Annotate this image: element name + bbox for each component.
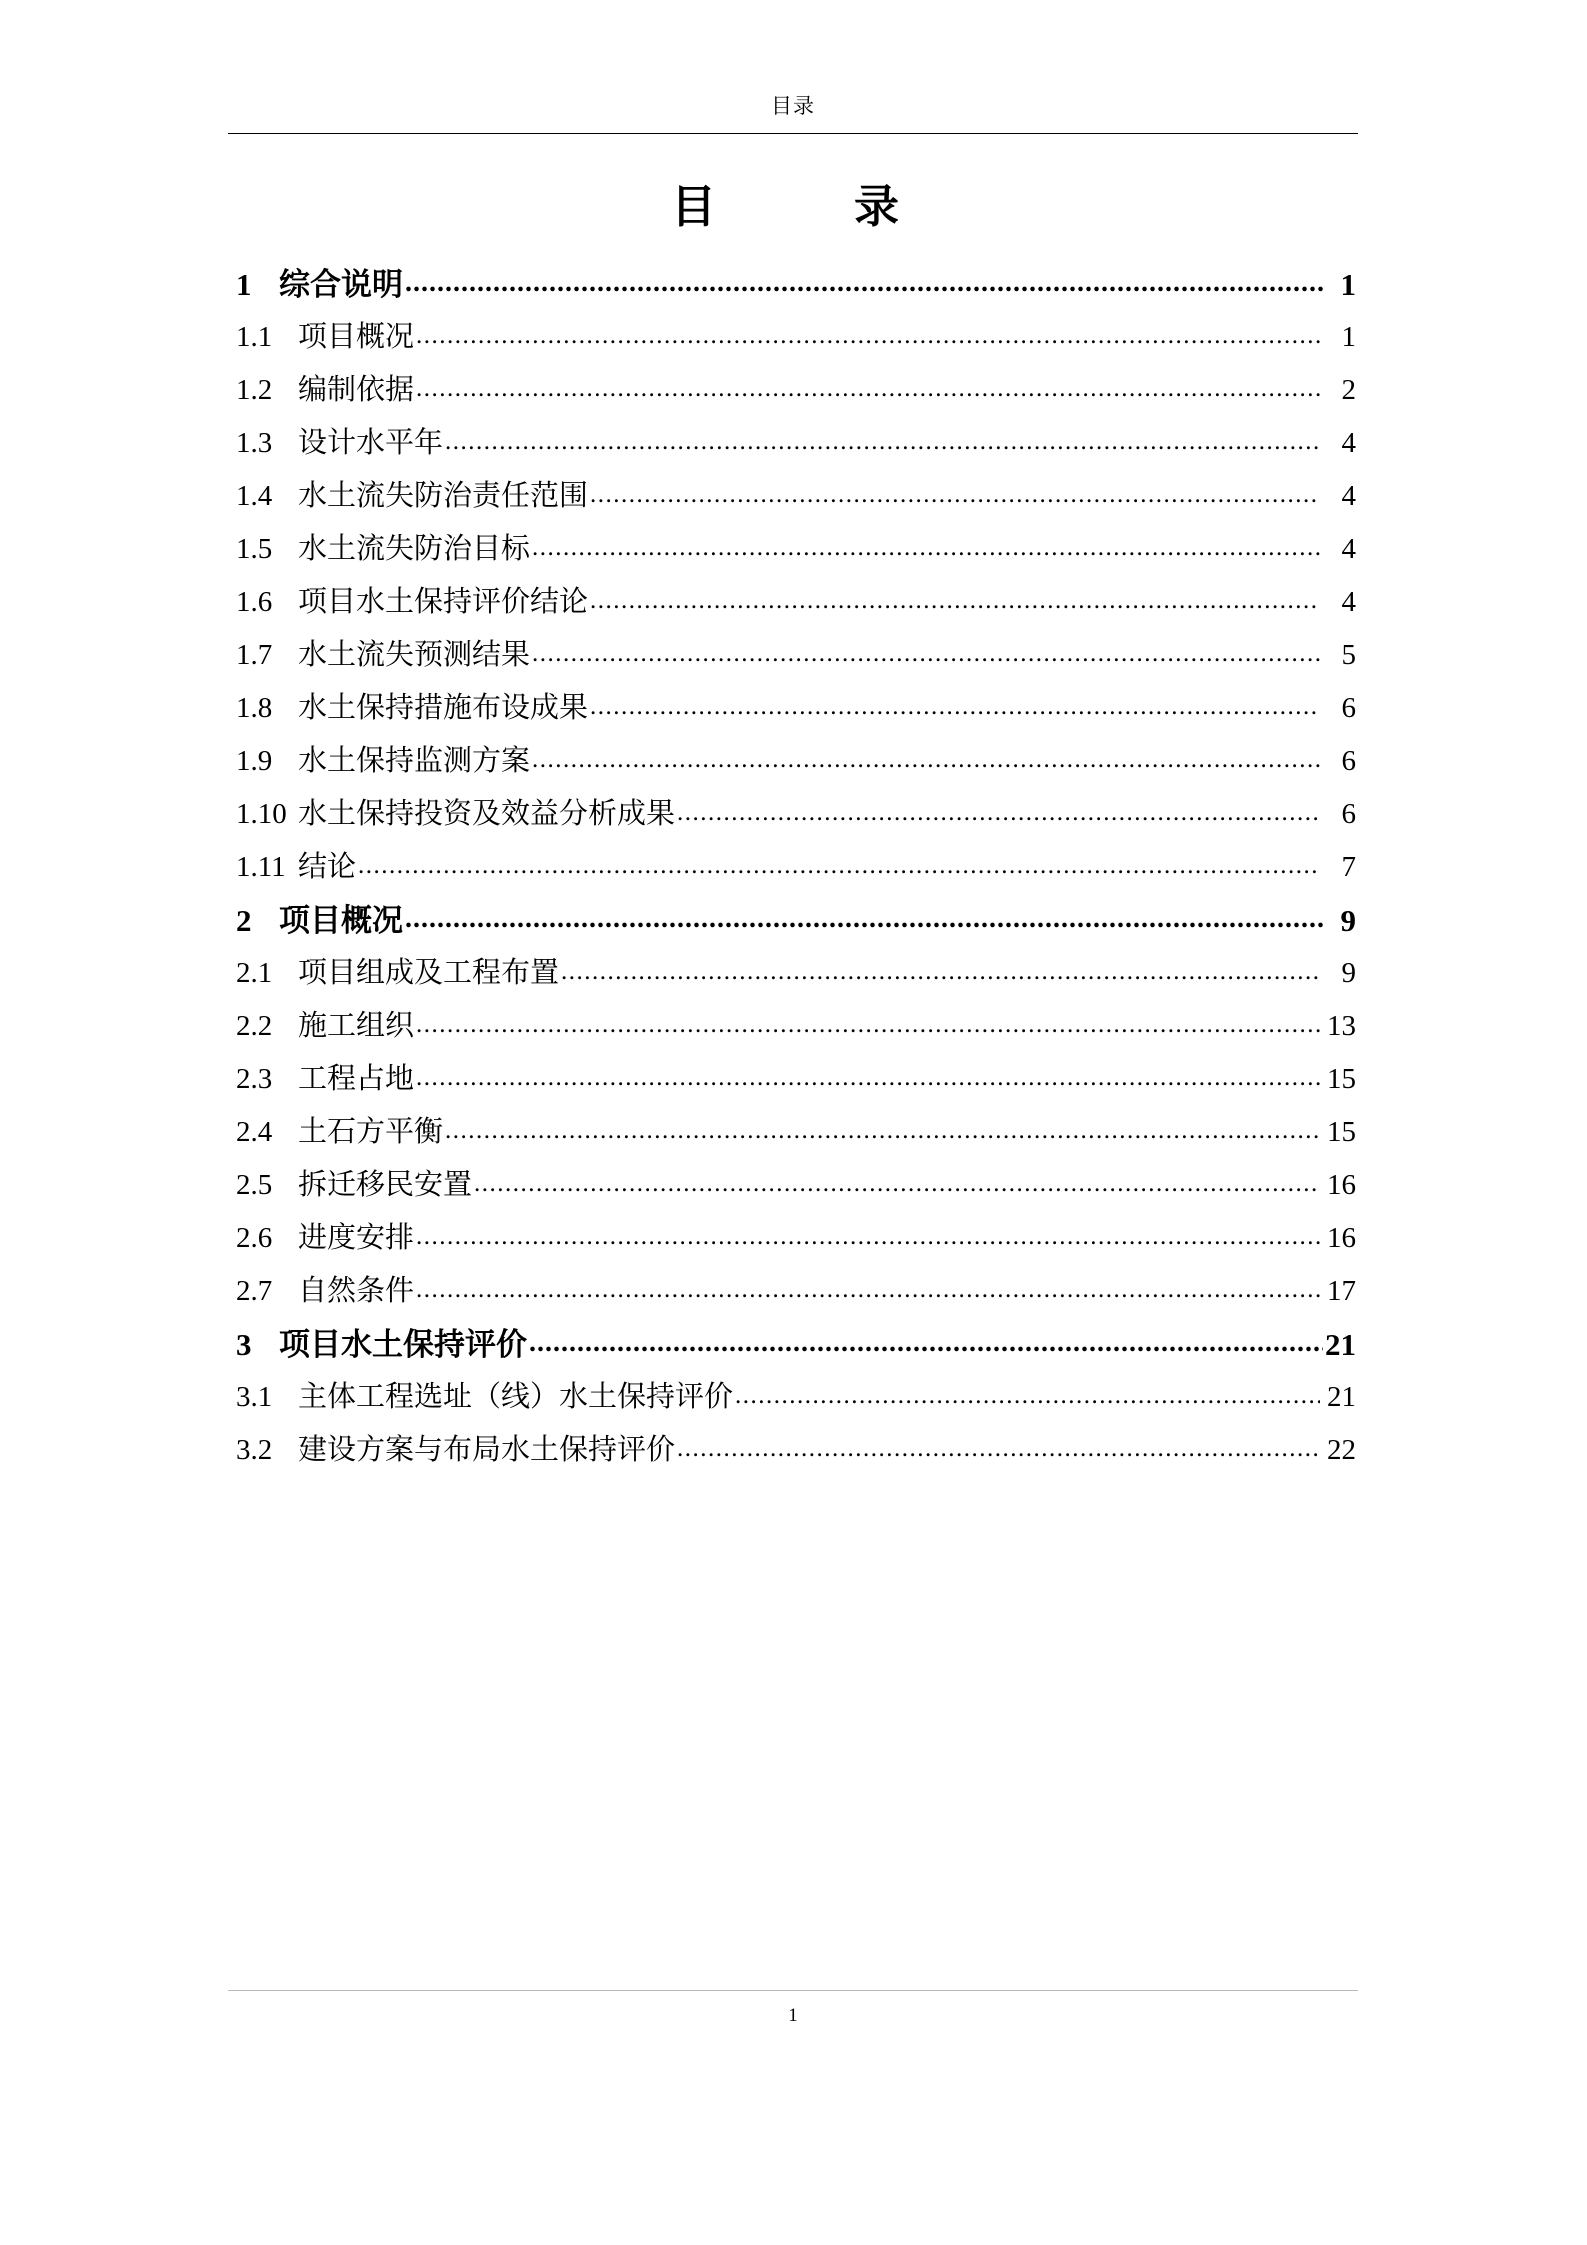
toc-entry-page: 21 xyxy=(1325,1327,1356,1362)
toc-entry[interactable] xyxy=(236,364,1356,417)
toc-entry[interactable] xyxy=(236,947,1356,1000)
toc-entry[interactable] xyxy=(236,523,1356,576)
toc-entry[interactable] xyxy=(236,1159,1356,1212)
toc-leader-dots xyxy=(416,361,1320,415)
page-footer xyxy=(228,1990,1358,2027)
toc-entry-number: 3.1 xyxy=(236,1381,273,1413)
toc-entry-number: 2.3 xyxy=(236,1063,273,1095)
toc-entry-label: 综合说明 xyxy=(279,267,403,302)
toc-entry-label: 进度安排 xyxy=(298,1222,415,1254)
toc-leader-dots xyxy=(416,1209,1320,1263)
running-head: 目录 xyxy=(771,94,815,118)
toc-entry-page: 16 xyxy=(1327,1222,1356,1254)
toc-leader-dots xyxy=(561,944,1320,998)
toc-entry-page: 4 xyxy=(1341,586,1356,618)
toc-entry-number: 2 xyxy=(236,903,252,938)
page-title: 目 录 xyxy=(670,182,915,232)
toc-entry-label: 土石方平衡 xyxy=(298,1116,444,1148)
toc-entry-page: 9 xyxy=(1340,903,1356,938)
page-header xyxy=(228,90,1358,134)
toc-entry[interactable] xyxy=(236,788,1356,841)
toc-entry[interactable] xyxy=(236,1106,1356,1159)
toc-entry-number: 1.1 xyxy=(236,321,273,353)
toc-entry-label: 水土流失防治责任范围 xyxy=(298,480,589,512)
toc-leader-dots xyxy=(590,679,1320,733)
toc-entry-page: 2 xyxy=(1341,374,1356,406)
toc-leader-dots xyxy=(358,838,1320,892)
toc-entry-label: 施工组织 xyxy=(298,1010,415,1042)
toc-entry[interactable] xyxy=(236,1053,1356,1106)
toc-leader-dots xyxy=(445,414,1320,468)
toc-entry-number: 1.9 xyxy=(236,745,273,777)
toc-leader-dots xyxy=(677,785,1320,839)
footer-page-number: 1 xyxy=(788,2005,798,2026)
toc-leader-dots xyxy=(590,467,1320,521)
toc-leader-dots xyxy=(416,1050,1320,1104)
toc-entry-number: 1.10 xyxy=(236,798,287,830)
toc-entry[interactable] xyxy=(236,894,1356,947)
table-of-contents xyxy=(236,258,1356,1477)
toc-leader-dots xyxy=(416,997,1320,1051)
toc-entry-page: 6 xyxy=(1341,798,1356,830)
toc-entry-label: 水土流失预测结果 xyxy=(298,639,531,671)
toc-entry-label: 项目水土保持评价结论 xyxy=(298,586,589,618)
toc-entry-page: 7 xyxy=(1341,851,1356,883)
toc-entry-number: 2.2 xyxy=(236,1010,273,1042)
header-divider xyxy=(228,133,1358,134)
toc-entry-label: 水土流失防治目标 xyxy=(298,533,531,565)
toc-entry-page: 6 xyxy=(1341,745,1356,777)
toc-entry-page: 4 xyxy=(1341,427,1356,459)
toc-leader-dots xyxy=(474,1156,1320,1210)
toc-entry-page: 17 xyxy=(1327,1275,1356,1307)
toc-entry-number: 1.11 xyxy=(236,851,286,883)
toc-leader-dots xyxy=(532,626,1320,680)
toc-entry-label: 拆迁移民安置 xyxy=(298,1169,473,1201)
toc-entry-page: 4 xyxy=(1341,480,1356,512)
toc-entry-number: 2.1 xyxy=(236,957,273,989)
toc-entry-number: 1.2 xyxy=(236,374,273,406)
toc-entry-number: 2.4 xyxy=(236,1116,273,1148)
toc-entry[interactable] xyxy=(236,417,1356,470)
toc-entry-number: 2.6 xyxy=(236,1222,273,1254)
toc-entry[interactable] xyxy=(236,1265,1356,1318)
toc-entry-page: 1 xyxy=(1340,267,1356,302)
toc-entry-label: 项目概况 xyxy=(298,321,415,353)
toc-entry-page: 21 xyxy=(1327,1381,1356,1413)
toc-leader-dots xyxy=(529,1314,1323,1369)
toc-entry[interactable] xyxy=(236,258,1356,311)
toc-entry-label: 水土保持投资及效益分析成果 xyxy=(298,798,676,830)
toc-leader-dots xyxy=(416,1262,1320,1316)
toc-entry-page: 6 xyxy=(1341,692,1356,724)
toc-entry-page: 13 xyxy=(1327,1010,1356,1042)
toc-leader-dots xyxy=(590,573,1320,627)
toc-entry-label: 工程占地 xyxy=(298,1063,415,1095)
toc-entry-number: 1.4 xyxy=(236,480,273,512)
toc-entry-page: 16 xyxy=(1327,1169,1356,1201)
toc-entry[interactable] xyxy=(236,576,1356,629)
toc-entry[interactable] xyxy=(236,682,1356,735)
toc-entry-number: 2.5 xyxy=(236,1169,273,1201)
toc-entry-label: 水土保持措施布设成果 xyxy=(298,692,589,724)
toc-entry-number: 1.7 xyxy=(236,639,273,671)
toc-leader-dots xyxy=(532,732,1320,786)
toc-entry[interactable] xyxy=(236,841,1356,894)
toc-entry-page: 4 xyxy=(1341,533,1356,565)
toc-entry-number: 1.5 xyxy=(236,533,273,565)
toc-entry-label: 项目概况 xyxy=(279,903,403,938)
toc-entry-label: 自然条件 xyxy=(298,1275,415,1307)
toc-entry[interactable] xyxy=(236,1318,1356,1371)
toc-entry[interactable] xyxy=(236,1212,1356,1265)
toc-entry-page: 9 xyxy=(1341,957,1356,989)
toc-entry-number: 1.6 xyxy=(236,586,273,618)
toc-leader-dots xyxy=(677,1421,1320,1475)
toc-leader-dots xyxy=(405,254,1324,309)
toc-entry[interactable] xyxy=(236,735,1356,788)
toc-entry-label: 主体工程选址（线）水土保持评价 xyxy=(298,1381,734,1413)
toc-leader-dots xyxy=(405,890,1324,945)
toc-leader-dots xyxy=(532,520,1320,574)
toc-leader-dots xyxy=(445,1103,1320,1157)
toc-entry-label: 项目水土保持评价 xyxy=(279,1327,527,1362)
toc-entry-label: 建设方案与布局水土保持评价 xyxy=(298,1434,676,1466)
toc-entry-page: 15 xyxy=(1327,1063,1356,1095)
toc-entry-label: 结论 xyxy=(298,851,357,883)
toc-entry[interactable] xyxy=(236,1371,1356,1424)
toc-leader-dots xyxy=(416,308,1320,362)
toc-entry-number: 2.7 xyxy=(236,1275,273,1307)
toc-entry-number: 1 xyxy=(236,267,252,302)
toc-entry[interactable] xyxy=(236,1424,1356,1477)
toc-entry-label: 设计水平年 xyxy=(298,427,444,459)
toc-entry-label: 水土保持监测方案 xyxy=(298,745,531,777)
toc-entry-page: 22 xyxy=(1327,1434,1356,1466)
toc-entry-number: 1.3 xyxy=(236,427,273,459)
toc-entry-number: 1.8 xyxy=(236,692,273,724)
toc-leader-dots xyxy=(735,1368,1320,1422)
toc-entry-page: 5 xyxy=(1341,639,1356,671)
toc-entry[interactable] xyxy=(236,311,1356,364)
toc-entry-page: 15 xyxy=(1327,1116,1356,1148)
toc-entry-label: 项目组成及工程布置 xyxy=(298,957,560,989)
toc-entry-label: 编制依据 xyxy=(298,374,415,406)
toc-entry-number: 3.2 xyxy=(236,1434,273,1466)
toc-entry[interactable] xyxy=(236,629,1356,682)
toc-entry[interactable] xyxy=(236,1000,1356,1053)
toc-entry-number: 3 xyxy=(236,1327,252,1362)
footer-divider xyxy=(228,1990,1358,1991)
toc-entry[interactable] xyxy=(236,470,1356,523)
toc-entry-page: 1 xyxy=(1341,321,1356,353)
